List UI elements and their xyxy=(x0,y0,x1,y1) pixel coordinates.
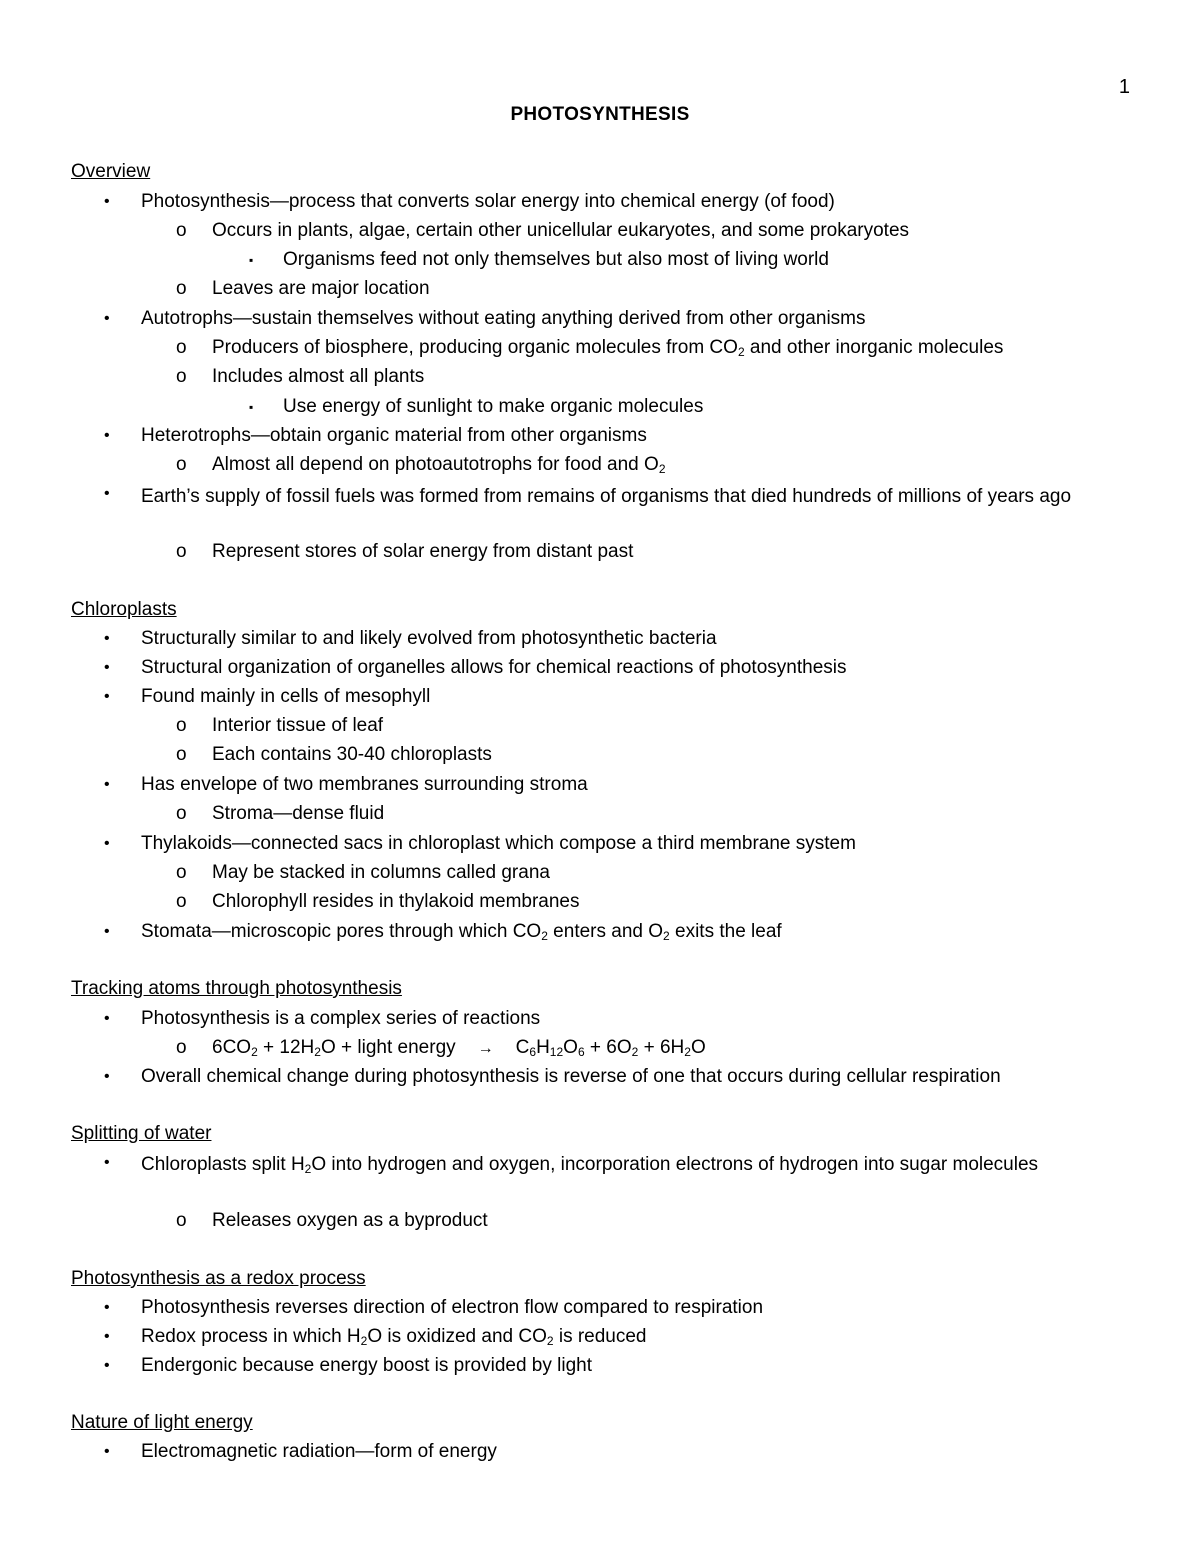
circle-bullet-icon: o xyxy=(176,337,187,358)
subscript: 6 xyxy=(529,1045,537,1059)
section-heading-splitting: Splitting of water xyxy=(71,1123,212,1144)
bullet-icon: • xyxy=(104,1357,110,1374)
list-item: Earth’s supply of fossil fuels was formed from remains of organisms that died hundreds of millions of years ago xyxy=(141,486,1072,507)
circle-bullet-icon: o xyxy=(176,891,187,912)
subscript: 2 xyxy=(360,1334,368,1348)
subscript: 2 xyxy=(304,1162,312,1176)
bullet-icon: • xyxy=(104,1328,110,1345)
page-number: 1 xyxy=(1118,76,1130,98)
equation-reactants: $6CO_2 + 12H_2O$ + light energy xyxy=(212,1037,456,1059)
list-item: Overall chemical change during photosynthesis is reverse of one that occurs during cellular respiration xyxy=(141,1066,1001,1087)
list-item: Photosynthesis reverses direction of electron flow compared to respiration xyxy=(141,1297,764,1318)
circle-bullet-icon: o xyxy=(176,366,187,387)
list-item: Photosynthesis—process that converts solar energy into chemical energy (of food) xyxy=(141,191,835,212)
list-item: Occurs in plants, algae, certain other unicellular eukaryotes, and some prokaryotes xyxy=(212,220,910,241)
bullet-icon: • xyxy=(104,776,110,793)
bullet-icon: • xyxy=(104,1299,110,1316)
arrow-icon: → xyxy=(477,1040,494,1057)
section-heading-redox: Photosynthesis as a redox process xyxy=(71,1268,366,1289)
subscript: 2 xyxy=(684,1045,691,1059)
subscript: 12 xyxy=(549,1045,564,1059)
list-item: Found mainly in cells of mesophyll xyxy=(141,686,431,707)
circle-bullet-icon: o xyxy=(176,1210,187,1231)
circle-bullet-icon: o xyxy=(176,278,187,299)
bullet-icon: • xyxy=(104,630,110,647)
list-item: Electromagnetic radiation—form of energy xyxy=(141,1441,497,1462)
list-item: Thylakoids—connected sacs in chloroplast which compose a third membrane system xyxy=(141,833,856,854)
bullet-icon: • xyxy=(104,485,110,502)
list-item: Photosynthesis is a complex series of reactions xyxy=(141,1008,541,1029)
bullet-icon: • xyxy=(104,688,110,705)
list-item: Leaves are major location xyxy=(212,278,430,299)
bullet-icon: • xyxy=(104,923,110,940)
circle-bullet-icon: o xyxy=(176,803,187,824)
list-item: Chlorophyll resides in thylakoid membranes xyxy=(212,891,580,912)
list-item: Releases oxygen as a byproduct xyxy=(212,1210,488,1231)
subscript: 2 xyxy=(314,1045,321,1059)
list-item: Structurally similar to and likely evolved from photosynthetic bacteria xyxy=(141,628,717,649)
subscript: 2 xyxy=(737,345,745,359)
subscript: 6 xyxy=(577,1045,585,1059)
circle-bullet-icon: o xyxy=(176,541,187,562)
list-item: Includes almost all plants xyxy=(212,366,425,387)
circle-bullet-icon: o xyxy=(176,715,187,736)
section-heading-tracking: Tracking atoms through photosynthesis xyxy=(71,978,402,999)
section-heading-overview: Overview xyxy=(71,161,151,182)
list-item: Stomata—microscopic pores through which $CO_2$ enters and $O_2$ exits the leaf xyxy=(141,921,782,943)
list-item: Producers of biosphere, producing organic molecules from $CO_2$ and other inorganic molecules xyxy=(212,337,1004,359)
subscript: 2 xyxy=(541,929,548,943)
page-title: PHOTOSYNTHESIS xyxy=(510,104,690,125)
subscript: 2 xyxy=(546,1334,554,1348)
bullet-icon: • xyxy=(104,193,110,210)
bullet-icon: • xyxy=(104,1010,110,1027)
list-item: Almost all depend on photoautotrophs for food and $O_2$ xyxy=(212,454,666,476)
list-item: Autotrophs—sustain themselves without eating anything derived from other organisms xyxy=(141,308,866,329)
chemical-equation xyxy=(212,1036,706,1061)
list-item: Stroma—dense fluid xyxy=(212,803,385,824)
equation-products: $C_6H_{12}O_6 + 6O_2 + 6H_2O$ xyxy=(515,1037,706,1059)
circle-bullet-icon: o xyxy=(176,862,187,883)
subscript: 2 xyxy=(658,462,666,476)
subscript: 2 xyxy=(663,929,670,943)
list-item: Use energy of sunlight to make organic molecules xyxy=(283,396,704,417)
list-item: Organisms feed not only themselves but also most of living world xyxy=(283,249,829,270)
list-item: Represent stores of solar energy from distant past xyxy=(212,541,634,562)
circle-bullet-icon: o xyxy=(176,1037,187,1058)
list-item: Heterotrophs—obtain organic material from other organisms xyxy=(141,425,647,446)
bullet-icon: • xyxy=(104,835,110,852)
bullet-icon: • xyxy=(104,659,110,676)
list-item: Has envelope of two membranes surrounding stroma xyxy=(141,774,588,795)
list-item: Each contains 30-40 chloroplasts xyxy=(212,744,492,765)
section-heading-chloroplasts: Chloroplasts xyxy=(71,599,177,620)
bullet-icon: • xyxy=(104,310,110,327)
bullet-icon: • xyxy=(104,427,110,444)
list-item: Endergonic because energy boost is provided by light xyxy=(141,1355,593,1376)
circle-bullet-icon: o xyxy=(176,454,187,475)
list-item: Redox process in which $H_2O$ is oxidized and $CO_2$ is reduced xyxy=(141,1326,647,1348)
square-bullet-icon: ▪ xyxy=(249,400,254,414)
list-item: Chloroplasts split $H_2O$ into hydrogen and oxygen, incorporation electrons of hydrogen into sugar molecules xyxy=(141,1154,1039,1176)
list-item: May be stacked in columns called grana xyxy=(212,862,550,883)
subscript: 2 xyxy=(251,1045,258,1059)
subscript: 2 xyxy=(631,1045,639,1059)
bullet-icon: • xyxy=(104,1068,110,1085)
circle-bullet-icon: o xyxy=(176,220,187,241)
list-item: Structural organization of organelles allows for chemical reactions of photosynthesis xyxy=(141,657,847,678)
square-bullet-icon: ▪ xyxy=(249,253,254,267)
list-item: Interior tissue of leaf xyxy=(212,715,384,736)
section-heading-light: Nature of light energy xyxy=(71,1412,253,1433)
circle-bullet-icon: o xyxy=(176,744,187,765)
bullet-icon: • xyxy=(104,1443,110,1460)
bullet-icon: • xyxy=(104,1154,110,1171)
